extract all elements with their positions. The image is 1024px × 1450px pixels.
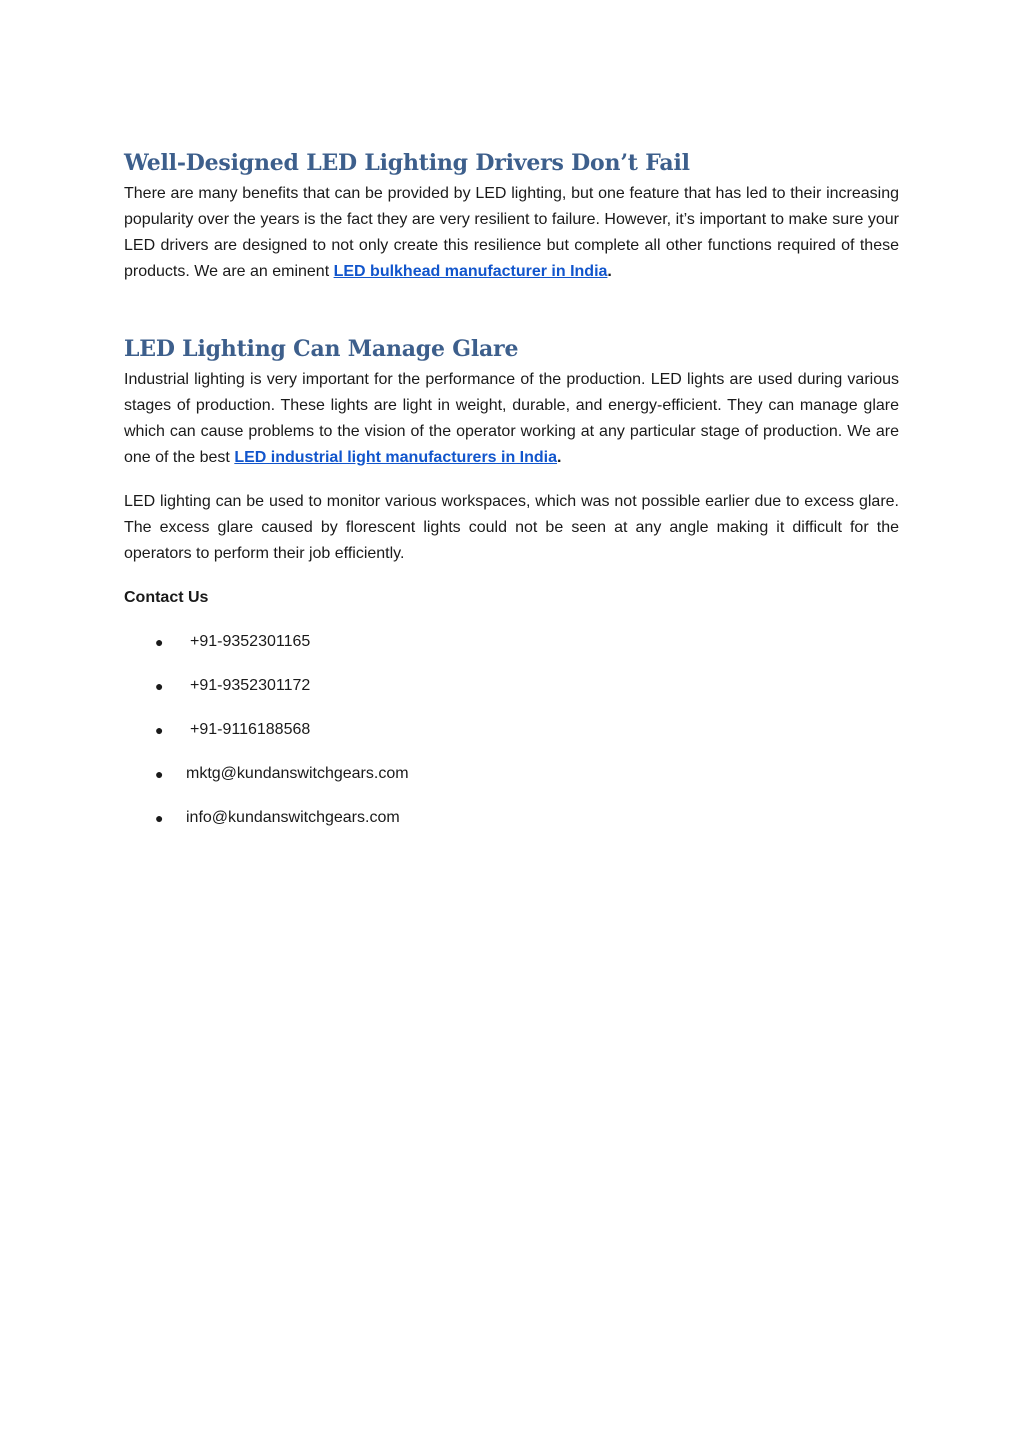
section-heading-drivers: Well-Designed LED Lighting Drivers Don’t Fail [124, 150, 690, 176]
contact-email-item [124, 761, 899, 787]
phone-number: +91-9352301165 [190, 633, 311, 650]
bullet-icon: ● [155, 634, 164, 650]
bulkhead-manufacturer-link[interactable]: LED bulkhead manufacturer in India [333, 263, 608, 280]
section-glare [124, 331, 899, 567]
contact-phone-item [124, 717, 899, 743]
document-content [124, 145, 899, 849]
contact-email-item [124, 805, 899, 831]
section-paragraph-glare [124, 367, 899, 471]
phone-number: +91-9116188568 [190, 721, 311, 738]
section-paragraph-workspaces: LED lighting can be used to monitor various workspaces, which was not possible earlier due to excess glare. The excess glare caused by florescent lights could not be seen at any angle making it difficult for the operators to perform their job efficiently. [124, 493, 899, 562]
paragraph-text: There are many benefits that can be provided by LED lighting, but one feature that has led to their increasing popularity over the years is the fact they are very resilient to failure. However, it’s important to make sure your LED drivers are designed to not only create this resilience but complete all other functions required of these products. We are an eminent [124, 185, 899, 280]
bullet-icon: ● [155, 810, 164, 826]
email-address: mktg@kundanswitchgears.com [186, 765, 409, 782]
section-paragraph-drivers [124, 181, 899, 285]
contact-list [124, 629, 899, 831]
paragraph-text: Industrial lighting is very important for the performance of the production. LED lights are used during various stages of production. These lights are light in weight, durable, and energy-efficient. They can manage glare which can cause problems to the vision of the operator working at any particular stage of production. We are one of the best [124, 371, 899, 466]
bullet-icon: ● [155, 722, 164, 738]
bullet-icon: ● [155, 766, 164, 782]
section-drivers [124, 145, 899, 285]
contact-phone-item [124, 673, 899, 699]
email-address: info@kundanswitchgears.com [186, 809, 400, 826]
contact-heading: Contact Us [124, 589, 209, 606]
contact-phone-item [124, 629, 899, 655]
industrial-light-manufacturers-link[interactable]: LED industrial light manufacturers in India [234, 449, 558, 466]
phone-number: +91-9352301172 [190, 677, 311, 694]
section-heading-glare: LED Lighting Can Manage Glare [124, 336, 519, 362]
paragraph-period: . [557, 449, 562, 466]
bullet-icon: ● [155, 678, 164, 694]
paragraph-period: . [607, 263, 612, 280]
